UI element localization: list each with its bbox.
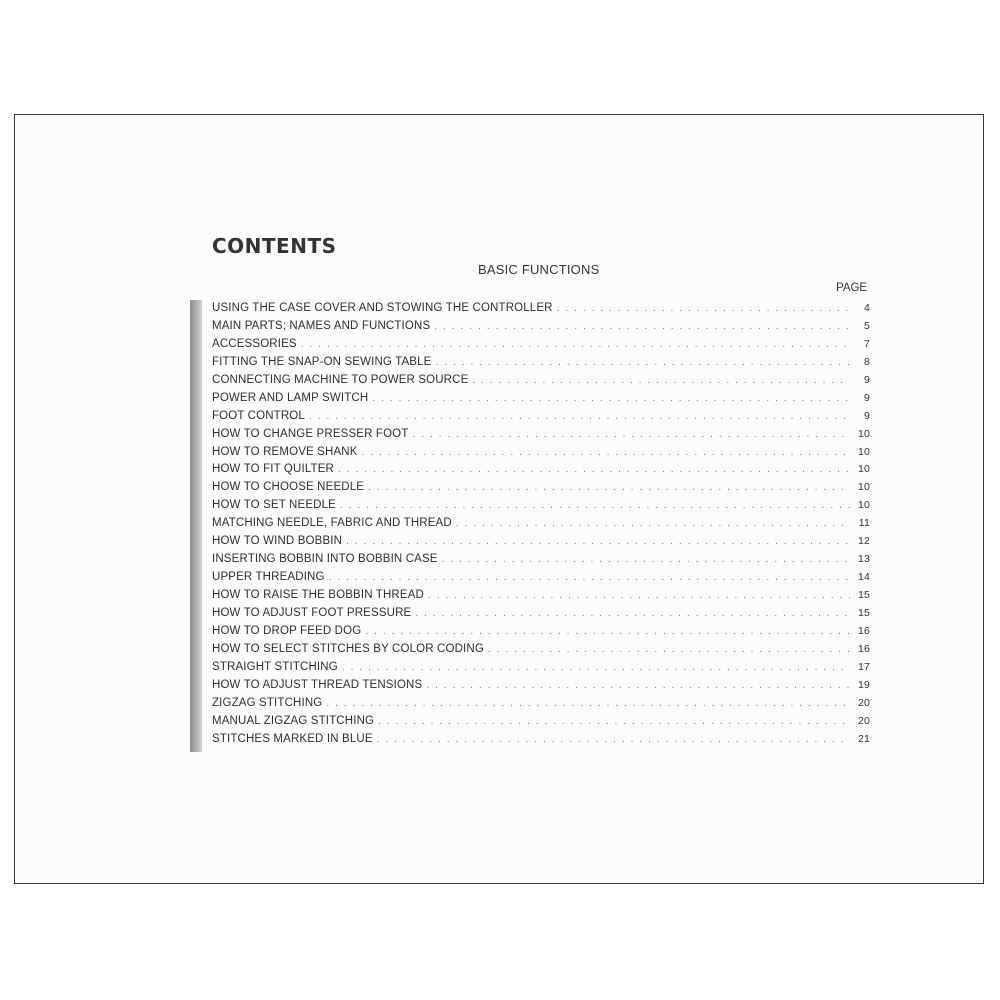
toc-entry-page: 15 — [858, 606, 870, 619]
dot-leader — [488, 644, 850, 655]
toc-entry — [212, 679, 870, 697]
toc-entry — [212, 481, 870, 499]
dot-leader — [329, 572, 850, 583]
toc-entry-page: 10 — [858, 427, 870, 440]
toc-entry — [212, 535, 870, 553]
toc-entry-label: FOOT CONTROL — [212, 409, 305, 422]
dot-leader — [426, 680, 850, 691]
toc-entry-label: HOW TO ADJUST THREAD TENSIONS — [212, 678, 423, 691]
dot-leader — [301, 339, 850, 350]
toc-entry-page: 20 — [858, 696, 870, 709]
toc-entry-page: 16 — [858, 624, 870, 637]
toc-entry-page: 9 — [864, 391, 870, 404]
dot-leader — [436, 357, 851, 368]
dot-leader — [415, 608, 850, 619]
dot-leader — [428, 590, 850, 601]
toc-entry — [212, 517, 870, 535]
toc-entry — [212, 338, 870, 356]
dot-leader — [340, 500, 850, 511]
section-marker-bar — [190, 300, 202, 752]
page-title: CONTENTS — [212, 234, 337, 258]
toc-entry — [212, 715, 870, 733]
toc-entry-page: 10 — [858, 463, 870, 476]
toc-entry-label: HOW TO REMOVE SHANK — [212, 445, 358, 458]
dot-leader — [442, 554, 850, 565]
dot-leader — [557, 303, 850, 314]
toc-entry — [212, 302, 870, 320]
toc-entry-page: 5 — [864, 319, 870, 332]
dot-leader — [342, 662, 850, 673]
toc-entry-label: STRAIGHT STITCHING — [212, 660, 338, 673]
toc-entry-label: MATCHING NEEDLE, FABRIC AND THREAD — [212, 517, 452, 530]
toc-entry — [212, 589, 870, 607]
toc-entry-page: 10 — [858, 499, 870, 512]
toc-entry-page: 4 — [864, 302, 870, 314]
dot-leader — [346, 536, 850, 547]
toc-entry-page: 10 — [858, 481, 870, 494]
toc-entry-page: 9 — [864, 409, 870, 422]
toc-entry-label: HOW TO SET NEEDLE — [212, 499, 336, 512]
toc-entry-label: HOW TO CHOOSE NEEDLE — [212, 481, 365, 494]
toc-entry-label: HOW TO RAISE THE BOBBIN THREAD — [212, 589, 424, 601]
toc-entry-page: 9 — [864, 373, 870, 386]
dot-leader — [372, 393, 850, 404]
dot-leader — [365, 626, 850, 637]
toc-entry — [212, 428, 870, 446]
dot-leader — [309, 411, 850, 422]
toc-entry-label: POWER AND LAMP SWITCH — [212, 391, 369, 404]
toc-entry-label: ZIGZAG STITCHING — [212, 696, 323, 709]
dot-leader — [326, 698, 850, 709]
toc-entry — [212, 571, 870, 589]
dot-leader — [362, 447, 850, 458]
table-of-contents — [212, 302, 870, 750]
dot-leader — [378, 716, 850, 727]
toc-entry-page: 13 — [858, 553, 870, 566]
dot-leader — [338, 464, 850, 475]
dot-leader — [456, 518, 850, 529]
toc-entry-label: FITTING THE SNAP-ON SEWING TABLE — [212, 355, 432, 368]
toc-entry — [212, 733, 870, 751]
toc-entry-page: 20 — [858, 714, 870, 727]
toc-entry-label: HOW TO ADJUST FOOT PRESSURE — [212, 606, 412, 619]
toc-entry-page: 21 — [858, 732, 870, 745]
toc-entry — [212, 499, 870, 517]
dot-leader — [412, 429, 850, 440]
toc-entry-label: HOW TO DROP FEED DOG — [212, 624, 362, 637]
toc-entry — [212, 320, 870, 338]
toc-entry-label: HOW TO CHANGE PRESSER FOOT — [212, 427, 409, 440]
toc-entry-page: 17 — [858, 660, 870, 673]
toc-entry-page: 19 — [858, 678, 870, 691]
toc-entry — [212, 356, 870, 374]
toc-entry-label: UPPER THREADING — [212, 571, 325, 584]
toc-entry — [212, 446, 870, 464]
toc-entry — [212, 697, 870, 715]
toc-entry-page: 12 — [858, 535, 870, 548]
toc-entry — [212, 607, 870, 625]
toc-entry-label: MAIN PARTS; NAMES AND FUNCTIONS — [212, 319, 431, 332]
toc-entry-label: STITCHES MARKED IN BLUE — [212, 732, 373, 745]
toc-entry — [212, 463, 870, 481]
toc-entry-page: 15 — [858, 589, 870, 601]
dot-leader — [434, 321, 850, 332]
toc-entry-label: HOW TO WIND BOBBIN — [212, 535, 343, 548]
toc-entry — [212, 553, 870, 571]
toc-entry-page: 16 — [858, 642, 870, 655]
toc-entry — [212, 410, 870, 428]
toc-entry-label: USING THE CASE COVER AND STOWING THE CONTROLLER — [212, 302, 553, 314]
toc-entry — [212, 374, 870, 392]
dot-leader — [472, 375, 850, 386]
toc-entry-page: 11 — [858, 517, 870, 530]
toc-entry-label: HOW TO SELECT STITCHES BY COLOR CODING — [212, 642, 484, 655]
page-column-label: PAGE — [836, 282, 868, 294]
toc-entry-page: 10 — [858, 445, 870, 458]
toc-entry — [212, 625, 870, 643]
toc-entry — [212, 643, 870, 661]
toc-entry-label: HOW TO FIT QUILTER — [212, 463, 334, 476]
dot-leader — [377, 734, 850, 745]
toc-entry — [212, 661, 870, 679]
toc-entry-page: 7 — [864, 337, 870, 350]
toc-entry-page: 8 — [864, 355, 870, 368]
toc-entry-label: INSERTING BOBBIN INTO BOBBIN CASE — [212, 553, 438, 566]
toc-entry-page: 14 — [858, 571, 870, 584]
toc-entry-label: MANUAL ZIGZAG STITCHING — [212, 714, 375, 727]
section-title: BASIC FUNCTIONS — [478, 262, 600, 277]
toc-entry — [212, 392, 870, 410]
dot-leader — [368, 482, 850, 493]
toc-entry-label: ACCESSORIES — [212, 337, 297, 350]
toc-entry-label: CONNECTING MACHINE TO POWER SOURCE — [212, 373, 469, 386]
